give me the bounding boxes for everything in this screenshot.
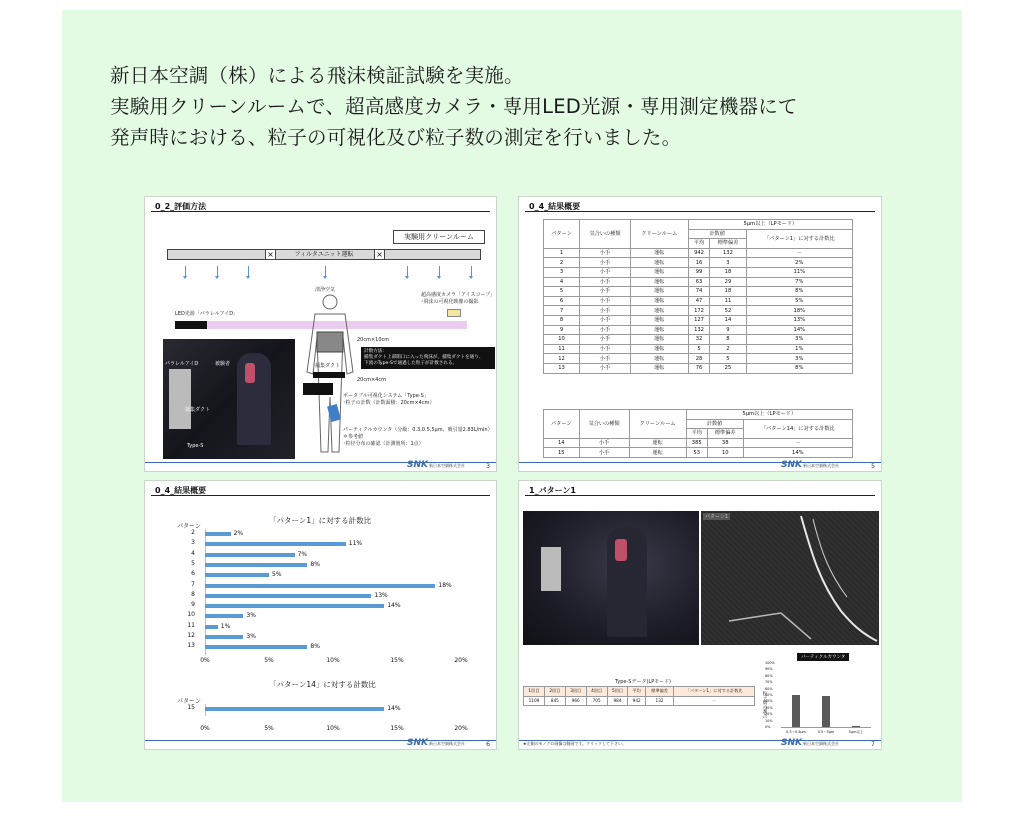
page-number: 7 <box>871 741 875 748</box>
x-tick-label: 0% <box>200 657 210 664</box>
table-cell: 4 <box>544 277 580 287</box>
duct-label: 捕集ダクト <box>315 363 341 369</box>
chart-title: 「パターン1」に対する計数比 <box>269 516 372 525</box>
bar <box>205 645 307 649</box>
table-cell: 小手 <box>580 315 631 325</box>
test-setup-photo <box>163 339 295 459</box>
company-name: 新日本空調株式会社 <box>803 463 839 468</box>
bar <box>205 584 435 588</box>
x-axis-line <box>781 727 871 728</box>
bar-value-label: 14% <box>387 602 401 610</box>
counting-method-box <box>361 347 495 369</box>
table-cell: 9 <box>710 325 746 335</box>
x-tick-label: 15% <box>390 657 404 664</box>
snk-logo: SNK <box>781 460 802 470</box>
table-row <box>544 325 853 335</box>
category-label: 3 <box>191 539 195 547</box>
table-row <box>544 267 853 277</box>
table-cell: 14% <box>746 325 852 335</box>
table-cell: 1 <box>544 248 580 258</box>
table-cell: 32 <box>688 335 710 345</box>
table-cell: 47 <box>688 296 710 306</box>
table-cell: 18% <box>746 306 852 316</box>
airflow-arrow-icon <box>407 266 408 276</box>
bar <box>205 573 269 577</box>
size-top-label: 20cm×10cm <box>357 337 390 343</box>
table-cell: 運転 <box>630 277 688 287</box>
table-row <box>544 306 853 316</box>
table-cell: 小手 <box>580 248 631 258</box>
table-cell: 小手 <box>580 277 631 287</box>
table-cell: 2 <box>710 344 746 354</box>
counter-label-3: ･粒径分布の確認（計測箇所：1点） <box>343 441 424 447</box>
method-line-2: 捕集ダクト上部開口に入った飛沫が、捕集ダクトを通り、 <box>364 355 484 360</box>
category-label: 4 <box>191 549 195 557</box>
bar-value-label: 18% <box>438 581 452 589</box>
x-tick-label: 0.5～5μm <box>817 730 835 734</box>
pc-title: パーティクルカウンタ <box>797 653 849 661</box>
bar-value-label: 13% <box>374 591 388 599</box>
col-header-pattern: パターン <box>544 410 580 439</box>
airflow-arrow-icon <box>248 266 249 276</box>
table-row <box>544 344 853 354</box>
camera-label-2: ･飛沫の可視化映像の撮影 <box>421 299 479 305</box>
table-row <box>544 248 853 258</box>
table-cell: 29 <box>710 277 746 287</box>
bar <box>205 542 346 546</box>
table-cell: 5% <box>746 296 852 306</box>
results-table-1 <box>543 219 853 374</box>
bar-value-label: 11% <box>348 540 363 548</box>
bar <box>792 695 800 727</box>
bar-value-label: 1% <box>220 622 231 630</box>
category-label: 6 <box>191 570 195 578</box>
table-cell: 1109 <box>524 696 545 706</box>
table-cell: 7 <box>544 306 580 316</box>
table-cell: 運転 <box>630 315 688 325</box>
table-row <box>544 277 853 287</box>
type-s-table <box>523 686 755 706</box>
photo-label-types: Type-S <box>187 443 204 449</box>
table-cell: 13% <box>746 315 852 325</box>
clean-air-label: 清浄空気 <box>315 287 336 293</box>
col-header-sd: 標準偏差 <box>707 429 743 439</box>
col-header-group: 5μm以上（LPモード） <box>686 410 852 420</box>
category-label: 9 <box>191 601 195 609</box>
camera-label-1: 超高感度カメラ「アイスコープ」 <box>421 292 496 298</box>
filter-unit-label: フィルタユニット運転 <box>294 251 354 258</box>
photo-screen <box>169 369 191 429</box>
col-header-count: 計数値 <box>688 229 746 239</box>
table-cell: 25 <box>710 363 746 373</box>
table-cell: 63 <box>688 277 710 287</box>
table-cell: 小手 <box>580 325 631 335</box>
table-cell: 11 <box>710 296 746 306</box>
table-cell: 705 <box>586 696 607 706</box>
bar-value-label: 8% <box>310 643 320 651</box>
table-cell: 運転 <box>630 363 688 373</box>
table-cell: 10 <box>707 448 743 458</box>
table-cell: 132 <box>688 325 710 335</box>
table-cell: 76 <box>688 363 710 373</box>
bar <box>205 707 384 711</box>
table-cell: 小手 <box>580 258 631 268</box>
table-cell: 15 <box>544 448 580 458</box>
col-header-cleanroom: クリーンルーム <box>629 410 686 439</box>
table-cell: 3 <box>710 258 746 268</box>
content-panel <box>62 10 962 802</box>
airflow-arrow-icon <box>325 266 326 276</box>
table-cell: 8% <box>746 363 852 373</box>
intro-line-3: 発声時における、粒子の可視化及び粒子数の測定を行いました。 <box>110 126 682 149</box>
bar-value-label: 8% <box>310 560 320 568</box>
table-cell: 74 <box>688 287 710 297</box>
counter-label-2: ＊参考値 <box>343 434 364 440</box>
y-axis-label: パターン <box>177 698 201 705</box>
category-label: 10 <box>187 611 195 619</box>
photo-led-glow <box>615 539 627 561</box>
slide-evaluation-method <box>144 196 497 472</box>
table-cell: 845 <box>544 696 565 706</box>
camera-icon <box>447 309 461 317</box>
title-rule <box>525 495 875 496</box>
filter-x-icon-right: × <box>374 249 385 260</box>
system-label-1: ポータブル可視化システム「Type-S」 <box>343 393 429 399</box>
cleanroom-label: 実験用クリーンルーム <box>393 230 485 244</box>
airflow-arrow-icon <box>185 266 186 276</box>
category-label: 12 <box>187 632 195 639</box>
page-number: 3 <box>486 463 490 470</box>
table-cell: 172 <box>688 306 710 316</box>
type-s-table-title: Type-Sデータ(LPモード) <box>615 679 671 685</box>
table-cell: 小手 <box>580 335 631 345</box>
table-cell: 1% <box>746 344 852 354</box>
subject-photo <box>523 511 699 645</box>
table-cell: 小手 <box>579 448 629 458</box>
led-light-bar <box>175 321 207 329</box>
pc-plot <box>759 651 875 739</box>
led-label: LED光源「パラレルアイD」 <box>175 311 239 317</box>
bar-value-label: 5% <box>272 571 282 579</box>
table-cell: 18 <box>710 287 746 297</box>
col-header-group: 5μm以上（LPモード） <box>688 220 852 230</box>
bar <box>205 635 243 639</box>
table-cell: 132 <box>710 248 746 258</box>
col-header-ratio14: 「パターン14」に対する計数比 <box>743 419 852 438</box>
table-cell: 7% <box>746 277 852 287</box>
snk-logo: SNK <box>781 738 802 748</box>
table-cell: 2% <box>746 258 852 268</box>
table-cell: 8 <box>710 335 746 345</box>
table-cell: 11 <box>544 344 580 354</box>
category-label: 11 <box>187 621 195 629</box>
table-cell: 984 <box>607 696 628 706</box>
table-cell: 小手 <box>580 363 631 373</box>
page-number: 5 <box>871 463 875 470</box>
col-header-type: 気合いの種類 <box>579 410 629 439</box>
category-label: 2 <box>191 529 195 536</box>
title-rule <box>525 211 875 212</box>
slide-title: 1_パターン1 <box>529 486 576 495</box>
x-tick-label: 15% <box>390 725 404 732</box>
table-cell: 3% <box>746 335 852 345</box>
table-cell: 10 <box>544 335 580 345</box>
results-table-2 <box>543 409 853 458</box>
slide-title: 0_2_評価方法 <box>155 202 207 211</box>
table-cell: 運転 <box>630 354 688 364</box>
table-row <box>544 448 853 458</box>
table-cell: 5 <box>710 354 746 364</box>
company-name: 新日本空調株式会社 <box>429 741 465 746</box>
table-header-cell: 3回目 <box>565 687 586 697</box>
visualization-video[interactable] <box>701 511 879 645</box>
table-row <box>544 315 853 325</box>
table-cell: 52 <box>710 306 746 316</box>
company-name: 新日本空調株式会社 <box>429 463 465 468</box>
table-header-cell: 4回目 <box>586 687 607 697</box>
table-row <box>544 438 853 448</box>
col-header-avg: 平均 <box>686 429 707 439</box>
x-tick-label: 0.3～0.5μm <box>786 730 806 734</box>
table-cell: 9 <box>544 325 580 335</box>
category-label: 8 <box>191 590 195 598</box>
col-header-type: 気合いの種類 <box>580 220 631 249</box>
col-header-avg: 平均 <box>688 239 710 249</box>
table-header-cell: 標準偏差 <box>645 687 673 697</box>
table-header-cell: 1回目 <box>524 687 545 697</box>
table-row <box>544 287 853 297</box>
table-cell: 運転 <box>630 287 688 297</box>
table-header-cell: 「パターン1」に対する計数比 <box>674 687 755 697</box>
table-cell: 運転 <box>630 296 688 306</box>
bar <box>205 553 295 557</box>
snk-logo: SNK <box>407 738 428 748</box>
table-cell: 3% <box>746 354 852 364</box>
table-cell: 28 <box>688 354 710 364</box>
table-cell: 運転 <box>629 438 686 448</box>
bar-value-label: 3% <box>246 612 256 620</box>
size-bottom-label: 20cm×4cm <box>357 377 386 383</box>
table-cell: 小手 <box>580 296 631 306</box>
system-label-2: ･粒子の計数（計数面積：20cm×4cm） <box>343 400 435 406</box>
table-cell: 運転 <box>630 258 688 268</box>
y-tick-label: 60% <box>765 686 773 691</box>
y-tick-label: 30% <box>765 705 773 710</box>
table-cell: － <box>743 438 852 448</box>
table-cell: 132 <box>645 696 673 706</box>
x-tick-label: 10% <box>326 725 340 732</box>
chart-title: 「パターン14」に対する計数比 <box>269 680 376 689</box>
table-cell: － <box>746 248 852 258</box>
table-cell: － <box>674 696 755 706</box>
x-tick-label: 5% <box>264 725 274 732</box>
table-row <box>544 335 853 345</box>
title-rule <box>151 211 490 212</box>
pattern-tag: パターン1 <box>705 514 729 520</box>
y-tick-label: 50% <box>765 693 773 697</box>
table-cell: 6 <box>544 296 580 306</box>
photo-label-led: パラレルアイD <box>165 361 199 367</box>
table-cell: 18 <box>710 267 746 277</box>
table-cell: 運転 <box>630 344 688 354</box>
bar-value-label: 14% <box>387 705 401 712</box>
table-cell: 運転 <box>629 448 686 458</box>
y-axis-label: パターン <box>177 523 201 530</box>
filter-x-icon-left: × <box>265 249 276 260</box>
table-cell: 53 <box>686 448 707 458</box>
table-cell: 14% <box>743 448 852 458</box>
x-tick-label: 0% <box>200 725 210 732</box>
photo-screen <box>541 547 561 591</box>
slide-title: 0_4_結果概要 <box>155 486 207 495</box>
y-tick-label: 20% <box>765 712 773 717</box>
bar <box>205 625 218 629</box>
category-label: 13 <box>187 642 195 650</box>
table-cell: 運転 <box>630 248 688 258</box>
y-tick-label: 10% <box>765 718 773 723</box>
table-header-cell: 平均 <box>628 687 645 697</box>
table-cell: 385 <box>686 438 707 448</box>
bar-value-label: 2% <box>233 530 244 537</box>
intro-line-1: 新日本空調（株）による飛沫検証試験を実施。 <box>110 64 524 87</box>
slide-results-chart <box>144 480 497 750</box>
method-line-1: 計数方法： <box>364 349 387 354</box>
table-cell: 942 <box>628 696 645 706</box>
table-cell: 16 <box>688 258 710 268</box>
airflow-arrow-icon <box>217 266 218 276</box>
bar-value-label: 3% <box>246 633 256 640</box>
y-tick-label: 0% <box>765 725 771 729</box>
photo-label-person: 被験者 <box>215 361 231 367</box>
table-row <box>544 258 853 268</box>
y-tick-label: 40% <box>765 699 773 704</box>
table-cell: 小手 <box>579 438 629 448</box>
photo-label-duct: 捕集ダクト <box>185 407 211 413</box>
table-cell: 運転 <box>630 325 688 335</box>
table-cell: 5 <box>544 287 580 297</box>
photo-led-glow <box>245 363 255 383</box>
category-label: 7 <box>191 580 195 588</box>
page-number: 6 <box>486 741 490 748</box>
bar <box>822 696 830 727</box>
category-label: 5 <box>191 559 195 567</box>
table-cell: 14 <box>544 438 580 448</box>
intro-text <box>110 60 950 153</box>
x-tick-label: 5μm以上 <box>848 730 864 734</box>
airflow-arrow-icon <box>439 266 440 276</box>
y-tick-label: 90% <box>765 667 773 672</box>
y-tick-label: 80% <box>765 673 773 678</box>
table-cell: 3 <box>544 267 580 277</box>
table-row <box>544 363 853 373</box>
x-tick-label: 5% <box>264 657 274 664</box>
col-header-ratio1: 「パターン1」に対する計数比 <box>746 229 852 248</box>
table-header-cell: 5回目 <box>607 687 628 697</box>
x-tick-label: 20% <box>454 657 468 664</box>
slide-results-table <box>518 196 882 472</box>
col-header-cleanroom: クリーンルーム <box>630 220 688 249</box>
pc-ylabel: 粒子数の割合 <box>762 691 767 718</box>
intro-line-2: 実験用クリーンルームで、超高感度カメラ・専用LED光源・専用測定機器にて <box>110 95 798 118</box>
table-cell: 127 <box>688 315 710 325</box>
col-header-sd: 標準偏差 <box>710 239 746 249</box>
x-tick-label: 10% <box>326 657 340 664</box>
table-cell: 38 <box>707 438 743 448</box>
col-header-count: 計数値 <box>686 419 743 429</box>
table-cell: 小手 <box>580 287 631 297</box>
bar <box>205 532 231 536</box>
bar-value-label: 7% <box>297 550 308 558</box>
table-cell: 運転 <box>630 306 688 316</box>
bar <box>205 614 243 618</box>
counter-label-1: パーティクルカウンタ（分級：0.3,0.5,5μm、吸引量2.83L/min） <box>343 427 493 433</box>
bar <box>205 594 371 598</box>
table-cell: 2 <box>544 258 580 268</box>
company-name: 新日本空調株式会社 <box>803 741 839 746</box>
table-cell: 942 <box>688 248 710 258</box>
table-cell: 運転 <box>630 267 688 277</box>
bar <box>205 563 307 567</box>
bar-chart-area <box>145 481 497 741</box>
x-tick-label: 20% <box>454 725 468 732</box>
table-cell: 8 <box>544 315 580 325</box>
table-cell: 14 <box>710 315 746 325</box>
table-row <box>544 354 853 364</box>
table-cell: 11% <box>746 267 852 277</box>
photo-subject <box>607 527 647 637</box>
table-cell: 8% <box>746 287 852 297</box>
y-tick-label: 70% <box>765 680 773 685</box>
slide-pattern-1 <box>518 480 882 750</box>
table-cell: 966 <box>565 696 586 706</box>
video-note: ★左側のモノクロ画像は動画です。クリックして下さい。 <box>523 741 626 746</box>
method-line-3: 下流のType-Sで通過した粒子が計数される。 <box>364 361 458 366</box>
y-tick-label: 100% <box>765 661 775 665</box>
table-cell: 小手 <box>580 267 631 277</box>
table-cell: 99 <box>688 267 710 277</box>
airflow-arrow-icon <box>471 266 472 276</box>
particle-counter-chart <box>759 651 875 739</box>
table-cell: 13 <box>544 363 580 373</box>
filter-unit-bar <box>167 249 481 260</box>
table-cell: 5 <box>688 344 710 354</box>
snk-logo: SNK <box>407 460 428 470</box>
table-header-cell: 2回目 <box>544 687 565 697</box>
category-label: 15 <box>187 704 195 711</box>
table-cell: 運転 <box>630 335 688 345</box>
table-cell: 小手 <box>580 344 631 354</box>
table-row <box>544 296 853 306</box>
table-cell: 小手 <box>580 354 631 364</box>
type-s-black-block <box>303 383 333 395</box>
slide-title: 0_4_結果概要 <box>529 202 581 211</box>
table-cell: 12 <box>544 354 580 364</box>
table-cell: 小手 <box>580 306 631 316</box>
col-header-pattern: パターン <box>544 220 580 249</box>
droplet-visualization <box>701 511 879 645</box>
bar <box>205 604 384 608</box>
bar <box>852 726 860 727</box>
